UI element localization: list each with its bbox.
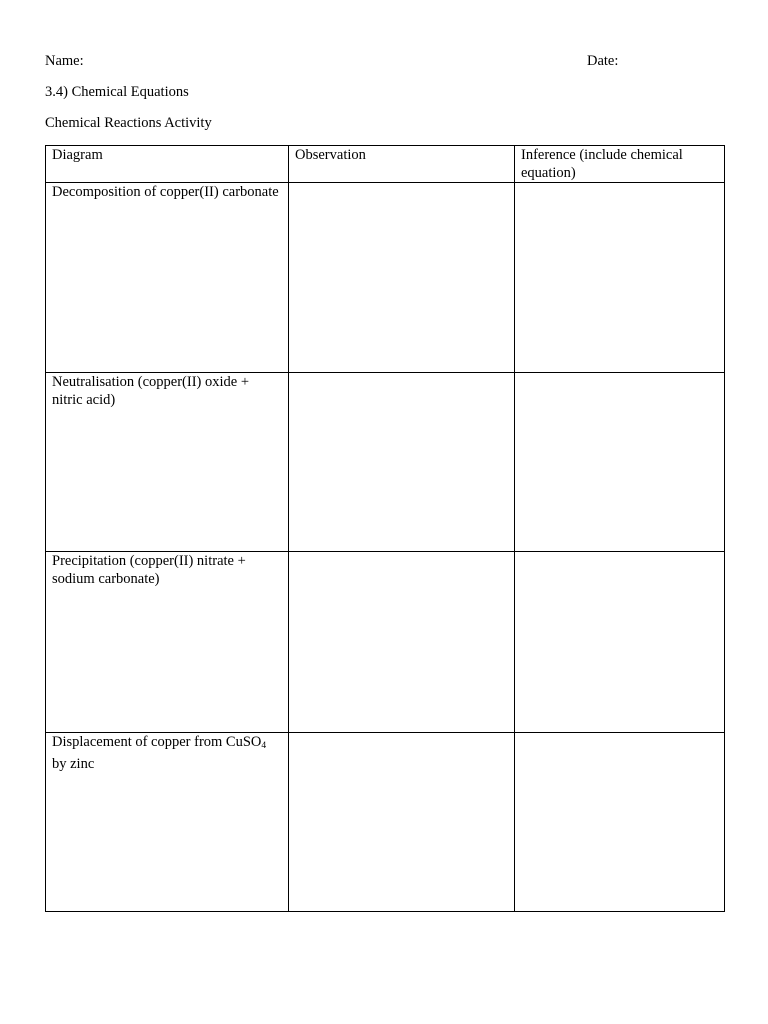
inference-cell[interactable]: [515, 733, 725, 912]
diagram-cell-decomposition[interactable]: [46, 183, 289, 373]
name-label: Name:: [45, 53, 84, 69]
table-row: [46, 552, 725, 733]
observation-cell[interactable]: [289, 183, 515, 373]
diagram-cell-neutralisation[interactable]: [46, 373, 289, 552]
reactions-table: [45, 145, 725, 912]
diagram-label-suffix: by zinc: [52, 755, 95, 772]
diagram-label: Precipitation (copper(II) nitrate + sodium carbonate): [52, 553, 246, 587]
diagram-label-prefix: Displacement of copper from CuSO: [52, 734, 262, 750]
table-row: [46, 373, 725, 552]
observation-cell[interactable]: [289, 552, 515, 733]
inference-cell[interactable]: [515, 373, 725, 552]
inference-cell[interactable]: [515, 552, 725, 733]
column-header-inference: Inference (include chemical equation): [515, 146, 725, 183]
diagram-label: Decomposition of copper(II) carbonate: [52, 184, 279, 200]
diagram-label: Neutralisation (copper(II) oxide + nitric acid): [52, 374, 250, 408]
section-title: 3.4) Chemical Equations: [45, 84, 189, 100]
date-label: Date:: [587, 53, 619, 69]
activity-title: Chemical Reactions Activity: [45, 115, 212, 131]
column-header-diagram: Diagram: [46, 146, 289, 183]
diagram-label-subscript: 4: [261, 741, 267, 751]
inference-cell[interactable]: [515, 183, 725, 373]
observation-cell[interactable]: [289, 733, 515, 912]
diagram-cell-displacement[interactable]: [46, 733, 289, 912]
table-header-row: [46, 146, 725, 183]
column-header-observation: Observation: [289, 146, 515, 183]
table-row: [46, 733, 725, 912]
observation-cell[interactable]: [289, 373, 515, 552]
diagram-cell-precipitation[interactable]: [46, 552, 289, 733]
table-row: [46, 183, 725, 373]
